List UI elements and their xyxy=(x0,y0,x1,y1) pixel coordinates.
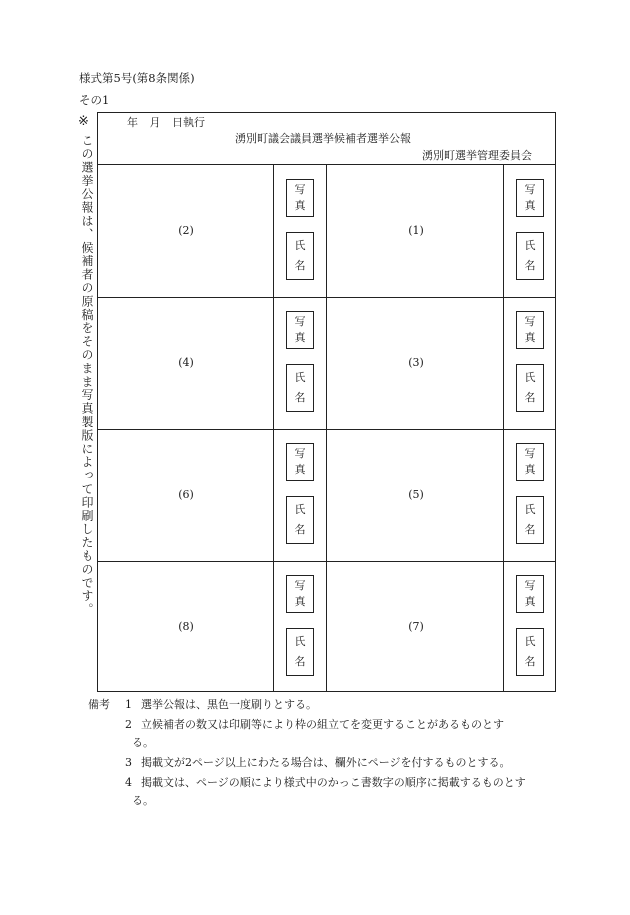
remark-number: 2 xyxy=(125,718,132,731)
name-box-char: 氏 xyxy=(524,635,536,648)
column-divider xyxy=(503,165,504,692)
column-divider xyxy=(326,165,327,692)
photo-box-char: 真 xyxy=(294,463,306,476)
name-box-char: 名 xyxy=(524,523,536,536)
name-box xyxy=(286,496,314,544)
name-box-char: 氏 xyxy=(524,239,536,252)
name-box-char: 氏 xyxy=(524,371,536,384)
note-mark: ※ xyxy=(78,114,89,129)
photo-box xyxy=(516,311,544,349)
vertical-note: この選挙公報は、候補者の原稿をそのまま写真製版によって印刷したものです。 xyxy=(80,134,94,617)
candidate-slot-number-right: (3) xyxy=(408,356,424,369)
name-box-char: 名 xyxy=(294,259,306,272)
form-sub-title: その1 xyxy=(79,93,110,107)
photo-box xyxy=(286,179,314,217)
remark-number: 1 xyxy=(125,698,132,711)
photo-box xyxy=(516,575,544,613)
photo-box-char: 写 xyxy=(524,579,536,592)
name-box-char: 名 xyxy=(294,655,306,668)
name-box-char: 名 xyxy=(294,523,306,536)
candidate-slot-number-right: (7) xyxy=(408,620,424,633)
name-box-char: 氏 xyxy=(294,503,306,516)
photo-box xyxy=(286,311,314,349)
photo-box-char: 写 xyxy=(524,183,536,196)
name-box xyxy=(286,364,314,412)
name-box-char: 名 xyxy=(524,259,536,272)
column-divider xyxy=(273,165,274,692)
name-box-char: 氏 xyxy=(294,239,306,252)
name-box xyxy=(516,232,544,280)
remark-number: 4 xyxy=(125,776,132,789)
candidate-slot-number-left: (2) xyxy=(178,224,194,237)
photo-box-char: 写 xyxy=(294,579,306,592)
remark-text: 掲載文は、ページの順により様式中のかっこ書数字の順序に掲載するものとす xyxy=(141,776,526,789)
remark-text: 選挙公報は、黒色一度刷りとする。 xyxy=(141,698,317,711)
name-box-char: 氏 xyxy=(524,503,536,516)
name-box-char: 氏 xyxy=(294,371,306,384)
photo-box-char: 写 xyxy=(294,447,306,460)
name-box-char: 名 xyxy=(524,655,536,668)
name-box xyxy=(516,364,544,412)
remark-number: 3 xyxy=(125,756,132,769)
bulletin-header xyxy=(97,112,556,165)
candidate-slot-number-right: (5) xyxy=(408,488,424,501)
remark-text: 掲載文が2ページ以上にわたる場合は、欄外にページを付するものとする。 xyxy=(141,756,511,769)
name-box-char: 名 xyxy=(294,391,306,404)
photo-box xyxy=(286,575,314,613)
photo-box-char: 写 xyxy=(524,315,536,328)
photo-box-char: 真 xyxy=(524,595,536,608)
photo-box-char: 真 xyxy=(524,199,536,212)
photo-box xyxy=(516,179,544,217)
candidate-slot-number-left: (6) xyxy=(178,488,194,501)
photo-box-char: 真 xyxy=(294,199,306,212)
name-box-char: 名 xyxy=(524,391,536,404)
name-box xyxy=(516,628,544,676)
candidate-slot-number-right: (1) xyxy=(408,224,424,237)
form-number-title: 様式第5号(第8条関係) xyxy=(79,71,195,85)
remark-text: 立候補者の数又は印刷等により枠の組立てを変更することがあるものとす xyxy=(141,718,504,731)
remark-text: る。 xyxy=(132,794,154,807)
name-box xyxy=(286,628,314,676)
name-box xyxy=(516,496,544,544)
photo-box-char: 真 xyxy=(294,595,306,608)
remarks-label: 備考 xyxy=(88,698,110,711)
photo-box-char: 写 xyxy=(294,183,306,196)
bulletin-title: 湧別町議会議員選挙候補者選挙公報 xyxy=(235,132,411,145)
photo-box xyxy=(286,443,314,481)
name-box-char: 氏 xyxy=(294,635,306,648)
name-box xyxy=(286,232,314,280)
photo-box-char: 真 xyxy=(524,331,536,344)
candidate-slot-number-left: (4) xyxy=(178,356,194,369)
photo-box-char: 写 xyxy=(294,315,306,328)
photo-box xyxy=(516,443,544,481)
election-date: 年 月 日執行 xyxy=(127,116,205,129)
issuer-name: 湧別町選挙管理委員会 xyxy=(422,149,532,162)
photo-box-char: 真 xyxy=(524,463,536,476)
candidate-slot-number-left: (8) xyxy=(178,620,194,633)
photo-box-char: 写 xyxy=(524,447,536,460)
remark-text: る。 xyxy=(132,736,154,749)
photo-box-char: 真 xyxy=(294,331,306,344)
